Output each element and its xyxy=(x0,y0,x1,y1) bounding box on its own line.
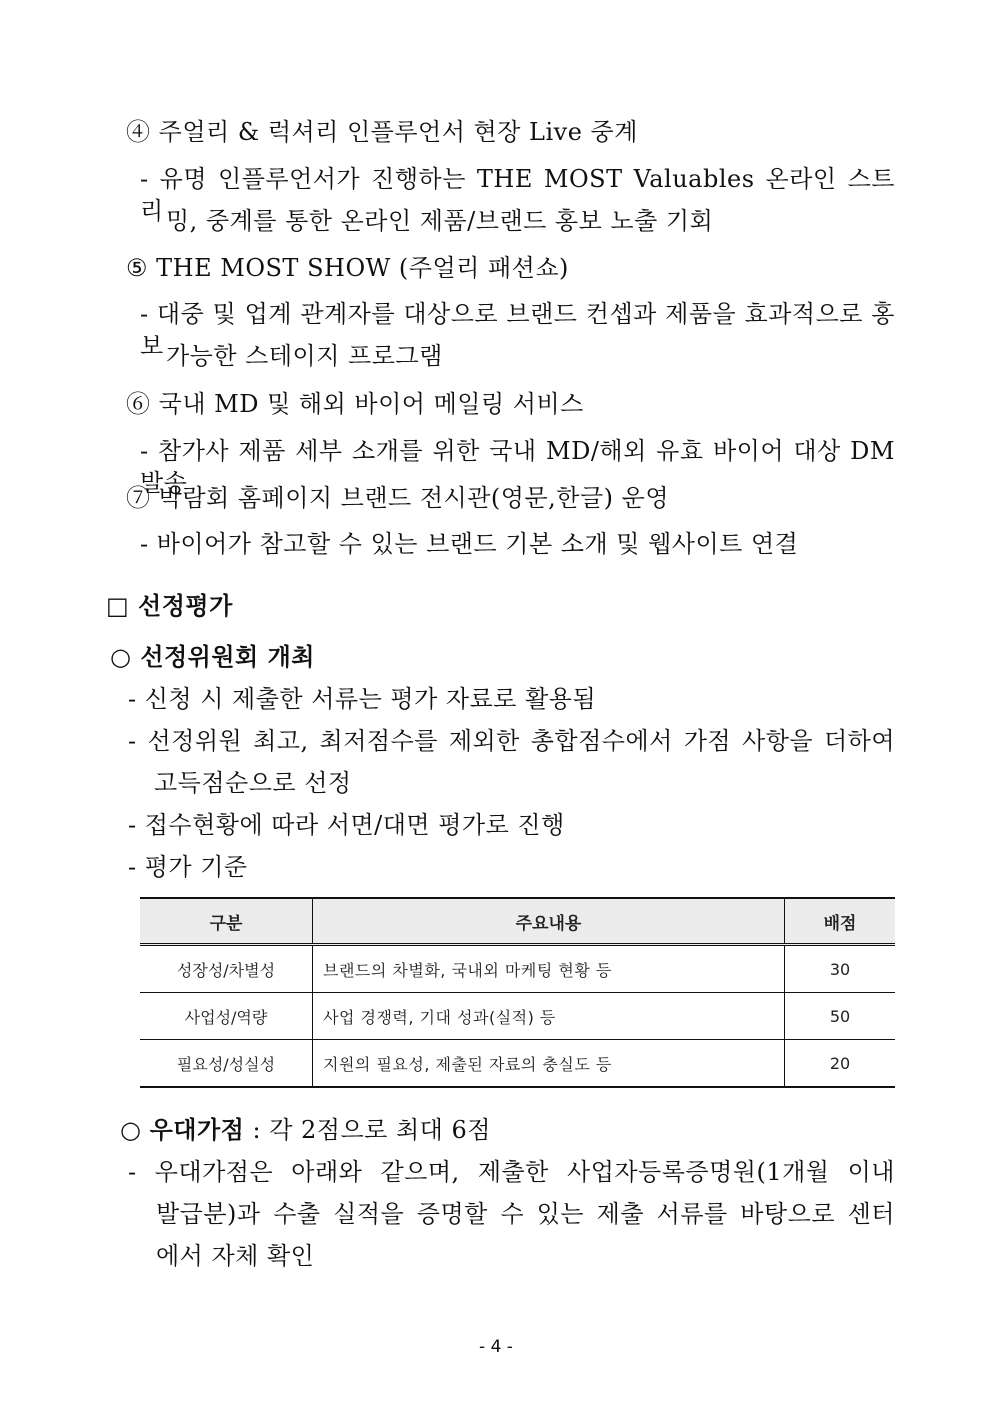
table-row xyxy=(140,945,895,993)
section-title: 선정평가 xyxy=(138,591,233,620)
item-5-heading xyxy=(126,252,569,284)
bonus-desc-line-1: - 우대가점은 아래와 같으며, 제출한 사업자등록증명원(1개월 이내 xyxy=(128,1158,895,1186)
item-6-desc-line-1: - 참가사 제품 세부 소개를 위한 국내 MD/해외 유효 바이어 대상 DM 발송 xyxy=(140,437,895,497)
row-description: 브랜드의 차별화, 국내외 마케팅 현황 등 xyxy=(313,945,785,993)
bonus-marker: ○ xyxy=(120,1115,142,1144)
bonus-heading xyxy=(120,1114,491,1146)
table-row xyxy=(140,993,895,1040)
header-score: 배점 xyxy=(785,898,896,945)
item-7-title: 박람회 홈페이지 브랜드 전시관(영문,한글) 운영 xyxy=(158,484,670,512)
bonus-title: 우대가점 xyxy=(149,1115,245,1144)
row-score: 50 xyxy=(785,993,896,1040)
committee-bullet-3: - 접수현황에 따라 서면/대면 평가로 진행 xyxy=(128,811,565,839)
row-description: 지원의 필요성, 제출된 자료의 충실도 등 xyxy=(313,1040,785,1088)
row-score: 20 xyxy=(785,1040,896,1088)
committee-bullet-1: - 신청 시 제출한 서류는 평가 자료로 활용됨 xyxy=(128,685,597,713)
section-marker: □ xyxy=(106,591,130,620)
bonus-desc-line-2: 발급분)과 수출 실적을 증명할 수 있는 제출 서류를 바탕으로 센터 xyxy=(156,1200,895,1228)
committee-bullet-4: - 평가 기준 xyxy=(128,853,248,881)
committee-heading xyxy=(110,641,315,673)
item-4-heading xyxy=(126,116,638,148)
row-description: 사업 경쟁력, 기대 성과(실적) 등 xyxy=(313,993,785,1040)
item-6-number: ⑥ xyxy=(126,390,151,418)
table-row xyxy=(140,1040,895,1088)
page-number: - 4 - xyxy=(479,1337,513,1357)
row-category: 사업성/역량 xyxy=(140,993,313,1040)
bonus-rest: : 각 2점으로 최대 6점 xyxy=(244,1116,491,1144)
item-4-desc-line-2: 밍, 중계를 통한 온라인 제품/브랜드 홍보 노출 기회 xyxy=(166,207,714,235)
section-heading xyxy=(106,590,233,622)
item-7-number: ⑦ xyxy=(126,484,151,512)
committee-marker: ○ xyxy=(110,642,132,671)
item-5-desc-line-1: - 대중 및 업계 관계자를 대상으로 브랜드 컨셉과 제품을 효과적으로 홍보 xyxy=(140,300,895,360)
item-7-desc-line-1: - 바이어가 참고할 수 있는 브랜드 기본 소개 및 웹사이트 연결 xyxy=(140,530,799,558)
committee-title: 선정위원회 개최 xyxy=(140,642,315,671)
item-6-title: 국내 MD 및 해외 바이어 메일링 서비스 xyxy=(158,390,584,418)
row-category: 성장성/차별성 xyxy=(140,945,313,993)
table-header-row xyxy=(140,898,895,945)
header-content: 주요내용 xyxy=(313,898,785,945)
evaluation-table xyxy=(140,897,895,1088)
item-4-number: ④ xyxy=(126,118,151,146)
row-score: 30 xyxy=(785,945,896,993)
item-5-title: THE MOST SHOW (주얼리 패션쇼) xyxy=(156,254,569,282)
row-category: 필요성/성실성 xyxy=(140,1040,313,1088)
item-6-heading xyxy=(126,388,584,420)
item-5-desc-line-2: 가능한 스테이지 프로그램 xyxy=(166,342,443,370)
item-4-title: 주얼리 & 럭셔리 인플루언서 현장 Live 중계 xyxy=(158,118,638,146)
committee-bullet-2: - 선정위원 최고, 최저점수를 제외한 총합점수에서 가점 사항을 더하여 xyxy=(128,727,895,755)
header-category: 구분 xyxy=(140,898,313,945)
item-7-heading xyxy=(126,482,669,514)
committee-bullet-2-cont: 고득점순으로 선정 xyxy=(154,769,352,797)
item-5-number: ⑤ xyxy=(126,254,149,282)
item-4-desc-line-1: - 유명 인플루언서가 진행하는 THE MOST Valuables 온라인 스트리 xyxy=(140,165,895,225)
bonus-desc-line-3: 에서 자체 확인 xyxy=(156,1242,315,1270)
